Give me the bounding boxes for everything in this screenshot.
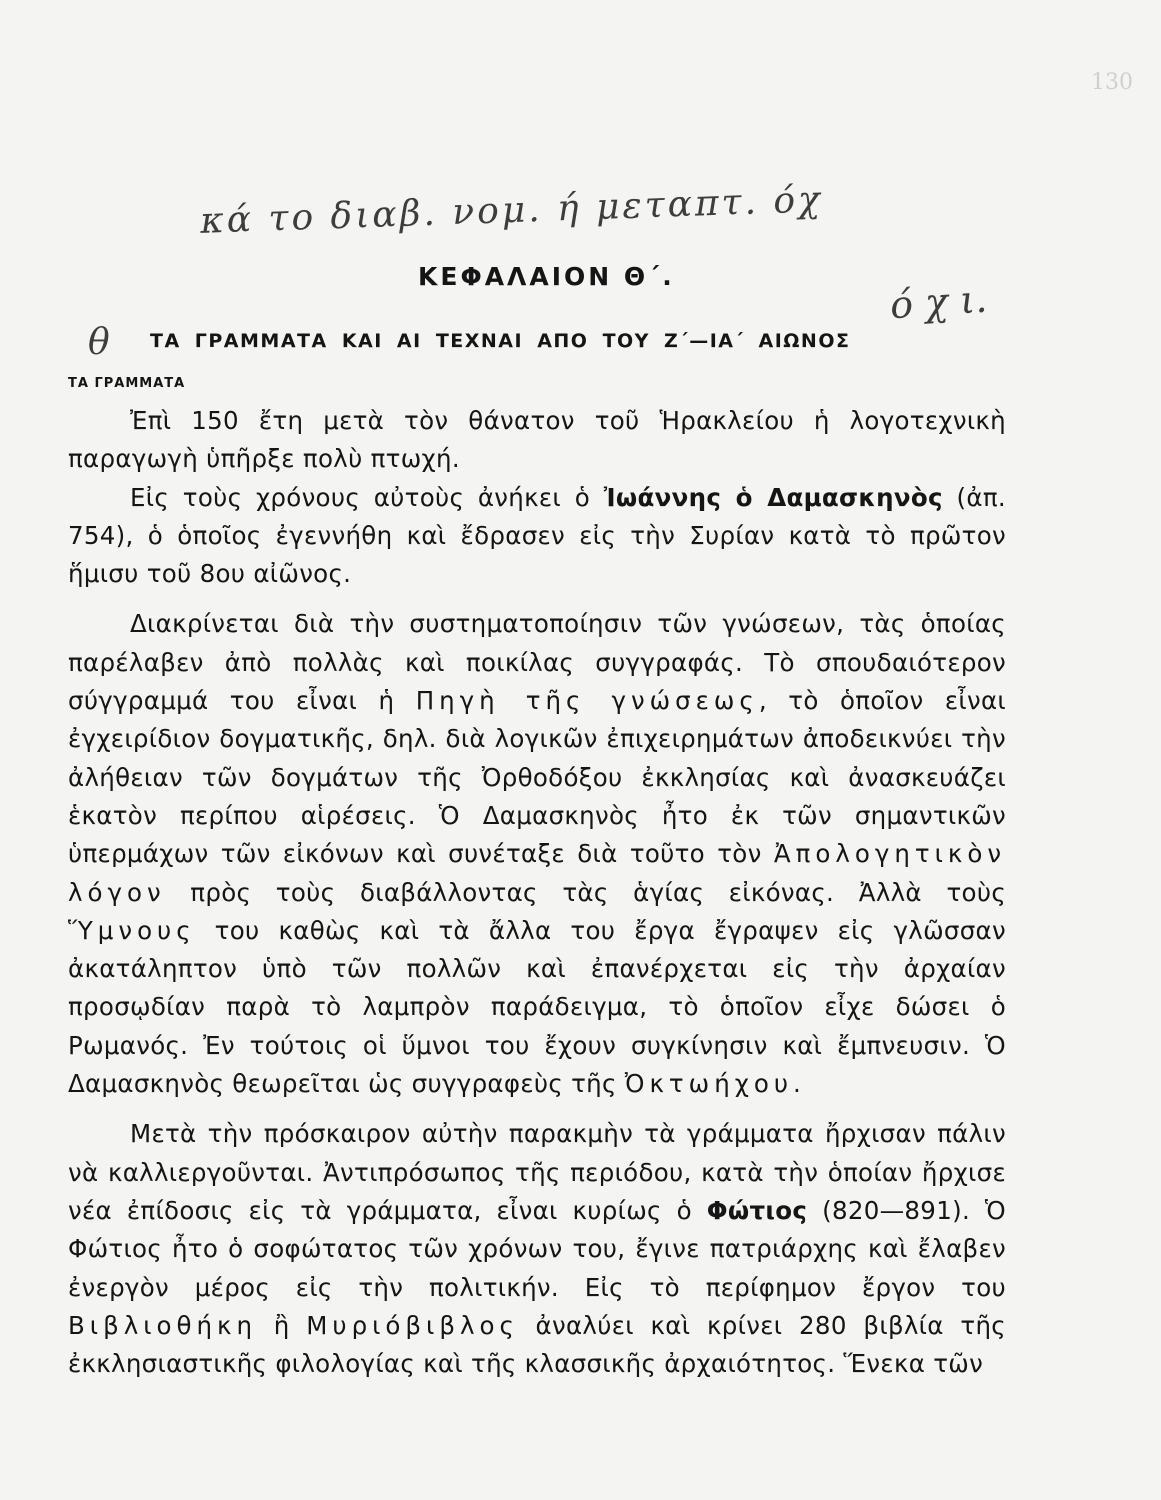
- handwritten-note-side: ό χ ι.: [888, 276, 989, 328]
- subheading: ΤΑ ΓΡΑΜΜΑΤΑ: [68, 376, 186, 391]
- paragraph-2: Εἰς τοὺς χρόνους αὐτοὺς ἀνήκει ὁ Ἰωάννης ὁ Δαμασκηνὸς (ἀπ. 754), ὁ ὁποῖος ἐγεννήθη καὶ ἔδρασεν εἰς τὴν Συρίαν κατὰ τὸ πρῶτον ἥμισυ τοῦ 8ου αἰῶνος.: [68, 482, 1006, 589]
- name-ioannis-damaskinos: Ἰωάννης ὁ Δαμασκηνὸς: [603, 482, 943, 512]
- body-text: [68, 402, 1006, 1383]
- handwritten-section-mark: θ: [88, 322, 110, 363]
- title-vivliothiki: Βιβλιοθήκη: [68, 1310, 257, 1340]
- paragraph-3: Διακρίνεται διὰ τὴν συστηματοποίησιν τῶν γνώσεων, τὰς ὁποίας παρέλαβεν ἀπὸ πολλὰς καὶ ποικίλας συγγραφάς. Τὸ σπουδαιότερον σύγγραμμά του εἶναι ἡ Πηγὴ τῆς γνώσεως, τὸ ὁποῖον εἶναι ἐγχειρίδιον δογματικῆς, δηλ. διὰ λογικῶν ἐπιχειρημάτων ἀποδεικνύει τὴν ἀλήθειαν τῶν δογμάτων τῆς Ὀρθοδόξου ἐκκλησίας καὶ ἀνασκευάζει ἑκατὸν περίπου αἱρέσεις. Ὁ Δαμασκηνὸς ἦτο ἐκ τῶν σημαντικῶν ὑπερμάχων τῶν εἰκόνων καὶ συνέταξε διὰ τοῦτο τὸν Ἀπολογητικὸν λόγον πρὸς τοὺς διαβάλλοντας τὰς ἁγίας εἰκόνας. Ἀλλὰ τοὺς Ὕμνους του καθὼς καὶ τὰ ἄλλα του ἔργα ἔγραψεν εἰς γλῶσσαν ἀκατάληπτον ὑπὸ τῶν πολλῶν καὶ ἐπανέρχεται εἰς τὴν ἀρχαίαν προσῳδίαν παρὰ τὸ λαμπρὸν παράδειγμα, τὸ ὁποῖον εἶχε δώσει ὁ Ρωμανός. Ἐν τούτοις οἱ ὕμνοι του ἔχουν συγκίνησιν καὶ ἔμπνευσιν. Ὁ Δαμασκηνὸς θεωρεῖται ὡς συγγραφεὺς τῆς Ὀκτωήχου.: [68, 609, 1006, 1099]
- title-myriovivlos: Μυριόβιβλος: [306, 1310, 519, 1340]
- paragraph-4: Μετὰ τὴν πρόσκαιρον αὐτὴν παρακμὴν τὰ γράμματα ἤρχισαν πάλιν νὰ καλλιεργοῦνται. Ἀντιπρόσωπος τῆς περιόδου, κατὰ τὴν ὁποίαν ἤρχισε νέα ἐπίδοσις εἰς τὰ γράμματα, εἶναι κυρίως ὁ Φώτιος (820—891). Ὁ Φώτιος ἦτο ὁ σοφώτατος τῶν χρόνων του, ἔγινε πατριάρχης καὶ ἔλαβεν ἐνεργὸν μέρος εἰς τὴν πολιτικήν. Εἰς τὸ περίφημον ἔργον του Βιβλιοθήκη ἢ Μυριόβιβλος ἀναλύει καὶ κρίνει 280 βιβλία τῆς ἐκκλησιαστικῆς φιλολογίας καὶ τῆς κλασσικῆς ἀρχαιότητος. Ἕνεκα τῶν: [68, 1119, 1006, 1379]
- handwritten-note-top: κά το διαβ. νομ. ή μεταπτ. όχ: [199, 179, 824, 242]
- chapter-title: ΚΕΦΑΛΑΙΟΝ Θ΄.: [418, 262, 675, 291]
- title-pigi-tis-gnoseos: Πηγὴ τῆς γνώσεως: [415, 686, 759, 716]
- title-apologitikos-logos: Ἀπολογητικὸν λόγον: [68, 839, 1006, 907]
- section-title: ΤΑ ΓΡΑΜΜΑΤΑ ΚΑΙ ΑΙ ΤΕΧΝΑΙ ΑΠΟ ΤΟΥ Ζ΄—ΙΑ΄ ΑΙΩΝΟΣ: [150, 330, 851, 352]
- page-number: 130: [1091, 70, 1133, 95]
- paragraph-1: Ἐπὶ 150 ἔτη μετὰ τὸν θάνατον τοῦ Ἡρακλείου ἡ λογοτεχνικὴ παραγωγὴ ὑπῆρξε πολὺ πτωχή.: [68, 406, 1006, 474]
- title-oktoichos: Ὀκτωήχου: [624, 1069, 794, 1099]
- name-fotios: Φώτιος: [706, 1195, 808, 1225]
- title-hymnoi: Ὕμνους: [68, 915, 196, 945]
